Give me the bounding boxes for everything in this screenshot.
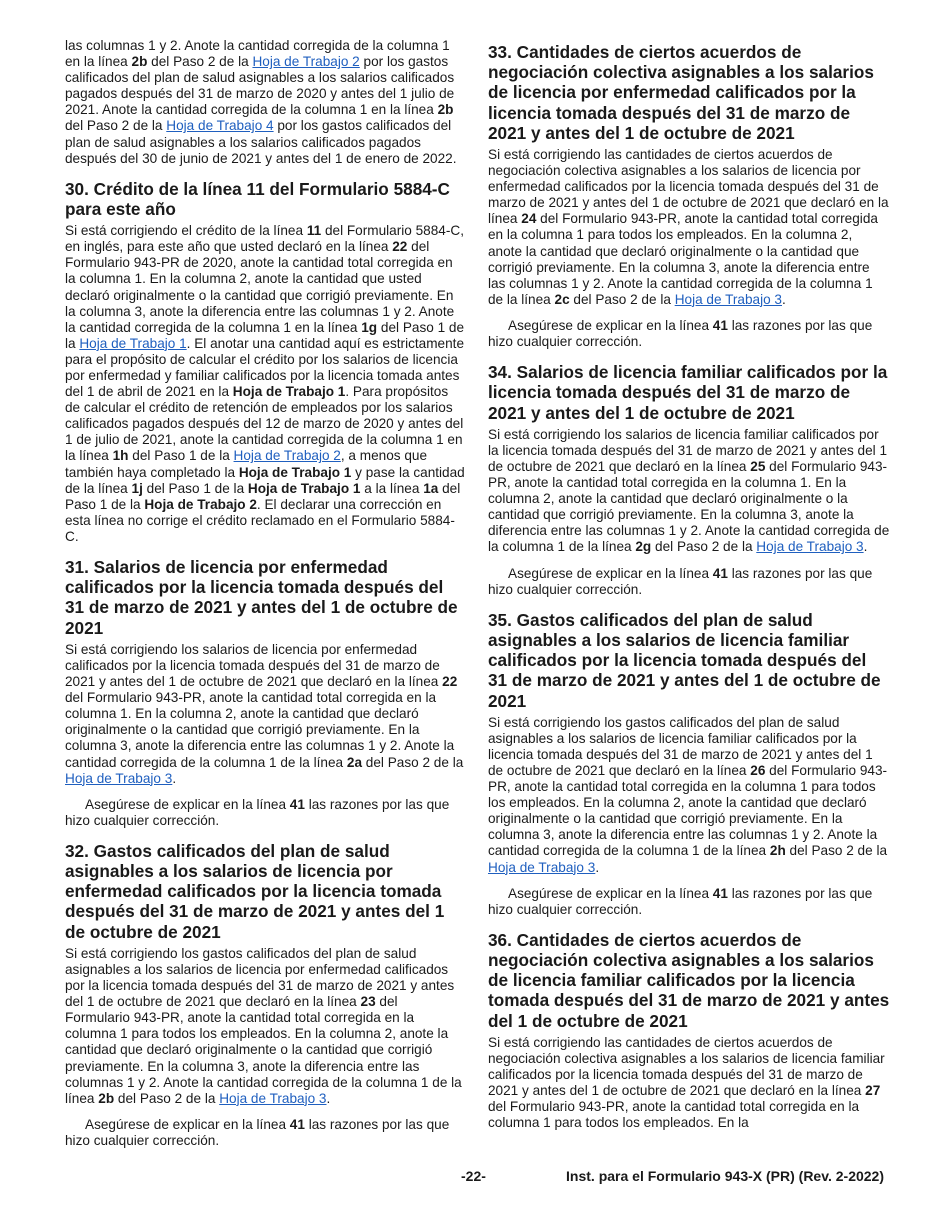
right-column (488, 38, 890, 1141)
bold-reference: 27 (865, 1083, 881, 1099)
bold-reference: 1h (112, 448, 129, 464)
worksheet-link[interactable]: Hoja de Trabajo 4 (166, 118, 274, 134)
bold-reference: 2b (437, 102, 454, 118)
bold-reference: 41 (289, 796, 305, 812)
worksheet-link[interactable]: Hoja de Trabajo 2 (252, 54, 360, 70)
paragraph-line-35: Si está corrigiendo los gastos calificados del plan de salud asignables a los salarios de licencia familiar calificados por la licencia tomada después del 31 de marzo de 2021 y antes del 1 de octubre de 2021 que declaró en la línea 26 del Formulario 943-PR, anote la cantidad total corregida en la columna 1 para todos los empleados. En la columna 2, anote la cantidad que declaró originalmente o la cantidad que corrigió previamente. En la columna 3, anote la diferencia entre las columnas 1 y 2. Anote la cantidad corregida de la columna 1 de la línea 2h del Paso 2 de la Hoja de Trabajo 3. (488, 714, 888, 875)
heading-line-33: 33. Cantidades de ciertos acuerdos de negociación colectiva asignables a los salarios de licencia por enfermedad calificados por la licencia tomada después del 31 de marzo de 2021 y antes del 1 de octubre de 2021 (488, 42, 874, 143)
bold-reference: Hoja de Trabajo 1 (238, 464, 352, 480)
heading-line-30: 30. Crédito de la línea 11 del Formulario 5884-C para este año (65, 178, 450, 219)
bold-reference: 22 (442, 674, 458, 690)
heading-line-32: 32. Gastos calificados del plan de salud asignables a los salarios de licencia por enfermedad calificados por la licencia tomada después del 31 de marzo de 2021 y antes del 1 de octubre de 2021 (65, 840, 445, 942)
note-line-33: Asegúrese de explicar en la línea 41 las razones por las que hizo cualquier corrección. (488, 317, 873, 350)
bold-reference: 2b (131, 54, 148, 70)
bold-reference: 41 (289, 1116, 305, 1132)
worksheet-link[interactable]: Hoja de Trabajo 1 (79, 335, 187, 351)
bold-reference: 2h (769, 843, 786, 859)
bold-reference: Hoja de Trabajo 1 (232, 384, 346, 400)
bold-reference: 2c (554, 291, 570, 307)
bold-reference: 26 (750, 762, 766, 778)
worksheet-link[interactable]: Hoja de Trabajo 3 (219, 1090, 327, 1106)
bold-reference: 24 (521, 211, 537, 227)
page-footer (0, 1168, 950, 1188)
heading-line-34: 34. Salarios de licencia familiar calificados por la licencia tomada después del 31 de marzo de 2021 y antes del 1 de octubre de 2021 (488, 362, 888, 423)
paragraph-line-36: Si está corrigiendo las cantidades de ciertos acuerdos de negociación colectiva asignables a los salarios de licencia familiar calificados por la licencia tomada después del 31 de marzo de 2021 y antes del 1 de octubre de 2021 que declaró en la línea 27 del Formulario 943-PR, anote la cantidad total corregida en la columna 1 para todos los empleados. En la (488, 1034, 885, 1131)
bold-reference: 41 (712, 565, 728, 581)
worksheet-link[interactable]: Hoja de Trabajo 3 (65, 770, 173, 786)
bold-reference: 1g (361, 319, 378, 335)
bold-reference: Hoja de Trabajo 1 (247, 480, 361, 496)
worksheet-link[interactable]: Hoja de Trabajo 3 (674, 291, 782, 307)
worksheet-link[interactable]: Hoja de Trabajo 3 (756, 539, 864, 555)
bold-reference: 2a (346, 754, 363, 770)
note-line-32: Asegúrese de explicar en la línea 41 las razones por las que hizo cualquier corrección. (65, 1116, 450, 1148)
heading-line-36: 36. Cantidades de ciertos acuerdos de negociación colectiva asignables a los salarios de licencia familiar calificados por la licencia tomada después del 31 de marzo de 2021 y antes del 1 de octubre de 2021 (488, 929, 890, 1031)
paragraph-line-31: Si está corrigiendo los salarios de licencia por enfermedad calificados por la licencia tomada después del 31 de marzo de 2021 y antes del 1 de octubre de 2021 que declaró en la línea 22 del Formulario 943-PR, anote la cantidad total corregida en la columna 1. En la columna 2, anote la cantidad que declaró originalmente o la cantidad que corrigió previamente. En la columna 3, anote la diferencia entre las columnas 1 y 2. Anote la cantidad corregida de la columna 1 de la línea 2a del Paso 2 de la Hoja de Trabajo 3. (65, 641, 464, 786)
bold-reference: 25 (750, 458, 766, 474)
paragraph-line-32: Si está corrigiendo los gastos calificados del plan de salud asignables a los salarios de licencia por enfermedad calificados por la licencia tomada después del 31 de marzo de 2021 y antes del 1 de octubre de 2021 que declaró en la línea 23 del Formulario 943-PR, anote la cantidad total corregida en la columna 1 para todos los empleados. En la columna 2, anote la cantidad que declaró originalmente o la cantidad que corrigió previamente. En la columna 3, anote la diferencia entre las columnas 1 y 2. Anote la cantidad corregida de la columna 1 de la línea 2b del Paso 2 de la Hoja de Trabajo 3. (65, 945, 462, 1106)
paragraph-line-34: Si está corrigiendo los salarios de licencia familiar calificados por la licencia tomada después del 31 de marzo de 2021 y antes del 1 de octubre de 2021 que declaró en la línea 25 del Formulario 943-PR, anote la cantidad total corregida en la columna 1. En la columna 2, anote la cantidad que declaró originalmente o la cantidad que corrigió previamente. En la columna 3, anote la diferencia entre las columnas 1 y 2. Anote la cantidad corregida de la columna 1 de la línea 2g del Paso 2 de la Hoja de Trabajo 3. (488, 426, 890, 555)
form-title: Inst. para el Formulario 943-X (PR) (Rev. 2-2022) (566, 1168, 884, 1184)
bold-reference: 41 (712, 317, 728, 333)
note-line-34: Asegúrese de explicar en la línea 41 las razones por las que hizo cualquier corrección. (488, 565, 873, 597)
worksheet-link[interactable]: Hoja de Trabajo 2 (233, 448, 341, 464)
bold-reference: 2g (635, 539, 652, 555)
bold-reference: 22 (392, 239, 408, 255)
note-line-35: Asegúrese de explicar en la línea 41 las razones por las que hizo cualquier corrección. (488, 885, 873, 917)
heading-line-31: 31. Salarios de licencia por enfermedad calificados por la licencia tomada después del 31 de marzo de 2021 y antes del 1 de octubre de 2021 (65, 557, 458, 638)
paragraph-line-33: Si está corrigiendo las cantidades de ciertos acuerdos de negociación colectiva asignables a los salarios de licencia por enfermedad calificados por la licencia tomada después del 31 de marzo de 2021 y antes del 1 de octubre de 2021 que declaró en la línea 24 del Formulario 943-PR, anote la cantidad total corregida en la columna 1 para todos los empleados. En la columna 2, anote la cantidad que declaró originalmente o la cantidad que corrigió previamente. En la columna 3, anote la diferencia entre las columnas 1 y 2. Anote la cantidad corregida de la columna 1 de la línea 2c del Paso 2 de la Hoja de Trabajo 3. (488, 147, 889, 307)
bold-reference: Hoja de Trabajo 2 (144, 496, 257, 512)
paragraph-line-30: Si está corrigiendo el crédito de la línea 11 del Formulario 5884-C, en inglés, para este año que usted declaró en la línea 22 del Formulario 943-PR de 2020, anote la cantidad total corregida en la columna 1. En la columna 2, anote la cantidad que usted declaró originalmente o la cantidad que corrigió previamente. En la columna 3, anote la diferencia entre las columnas 1 y 2. Anote la cantidad corregida de la columna 1 en la línea 1g del Paso 1 de la Hoja de Trabajo 1. El anotar una cantidad aquí es estrictamente para el propósito de calcular el crédito por los salarios de licencia por enfermedad y familiar calificados por la licencia tomada antes del 1 de abril de 2021 en la Hoja de Trabajo 1. Para propósitos de calcular el crédito de retención de empleados por los salarios calificados pagados después del 12 de marzo de 2020 y antes del 1 de julio de 2021, anote la cantidad corregida de la columna 1 en la línea 1h del Paso 1 de la Hoja de Trabajo 2, a menos que también haya completado la Hoja de Trabajo 1 y pase la cantidad de la línea 1j del Paso 1 de la Hoja de Trabajo 1 a la línea 1a del Paso 1 de la Hoja de Trabajo 2. El declarar una corrección en esta línea no corrige el crédito reclamado en el Formulario 5884-C. (65, 223, 465, 544)
paragraph-continued: las columnas 1 y 2. Anote la cantidad corregida de la columna 1 en la línea 2b del Paso 2 de la Hoja de Trabajo 2 por los gastos calificados del plan de salud asignables a los salarios calificados pagados después del 31 de marzo de 2020 y antes del 1 julio de 2021. Anote la cantidad corregida de la columna 1 en la línea 2b del Paso 2 de la Hoja de Trabajo 4 por los gastos calificados del plan de salud asignables a los salarios calificados pagados después del 30 de junio de 2021 y antes del 1 de enero de 2022. (65, 38, 457, 166)
left-column (65, 38, 465, 1159)
worksheet-link[interactable]: Hoja de Trabajo 3 (488, 859, 596, 875)
bold-reference: 2b (98, 1090, 115, 1106)
note-line-31: Asegúrese de explicar en la línea 41 las razones por las que hizo cualquier corrección. (65, 796, 450, 828)
bold-reference: 1j (131, 480, 143, 496)
bold-reference: 41 (712, 885, 728, 901)
page-number: -22- (461, 1168, 486, 1184)
heading-line-35: 35. Gastos calificados del plan de salud asignables a los salarios de licencia familiar calificados por la licencia tomada después del 31 de marzo de 2021 y antes del 1 de octubre de 2021 (488, 609, 881, 711)
bold-reference: 11 (306, 223, 322, 239)
bold-reference: 1a (423, 480, 439, 496)
bold-reference: 23 (360, 994, 376, 1010)
